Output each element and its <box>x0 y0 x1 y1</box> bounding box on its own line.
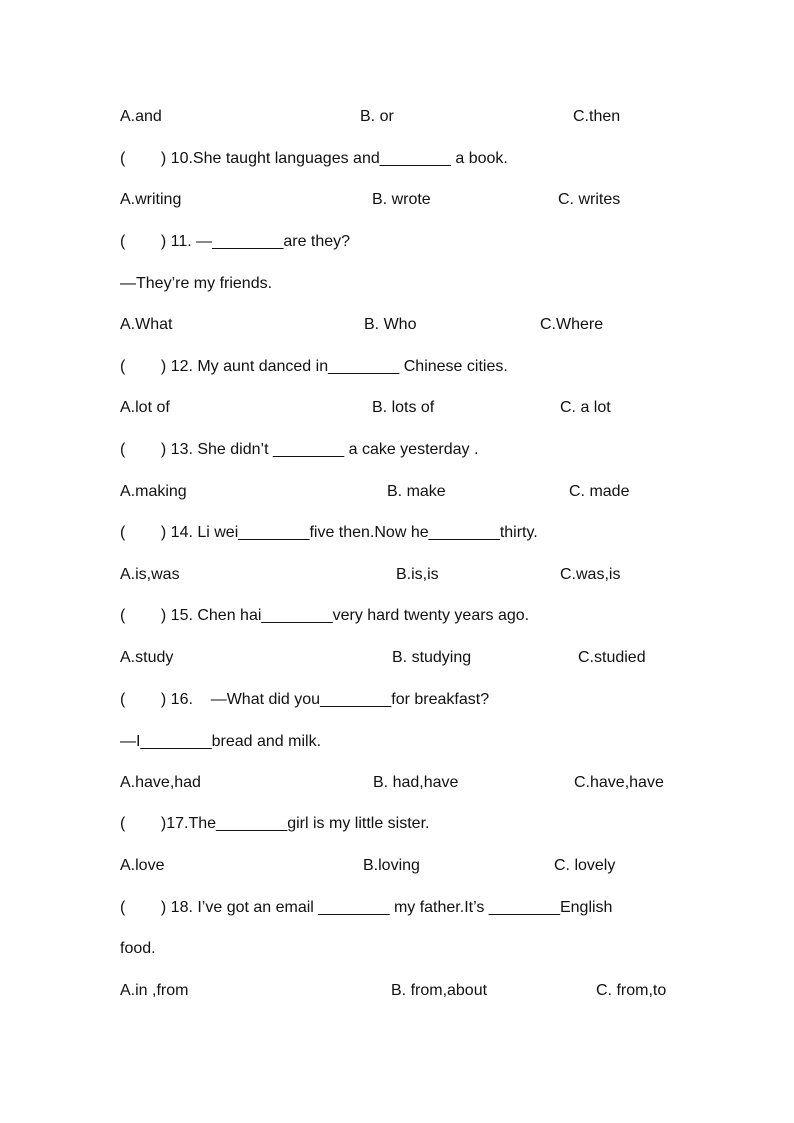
option-b-q16: B. had,have <box>373 774 459 791</box>
option-c-q13: C. made <box>569 483 630 500</box>
option-a-q13: A.making <box>120 483 187 500</box>
question-10: ( ) 10.She taught languages and________ a book. <box>120 150 508 167</box>
option-b-q14: B.is,is <box>396 566 439 583</box>
option-c-q9: C.then <box>573 108 621 125</box>
option-b-q18: B. from,about <box>391 982 488 999</box>
option-a-q9: A.and <box>120 108 162 125</box>
option-c-q11: C.Where <box>540 316 604 333</box>
answer-line-q11: —They’re my friends. <box>120 275 273 292</box>
question-12: ( ) 12. My aunt danced in________ Chinese cities. <box>120 358 508 375</box>
question-18-continuation: food. <box>120 940 156 957</box>
question-18: ( ) 18. I’ve got an email ________ my father.It’s ________English <box>120 899 613 916</box>
option-a-q10: A.writing <box>120 191 182 208</box>
option-c-q10: C. writes <box>558 191 621 208</box>
option-a-q16: A.have,had <box>120 774 201 791</box>
question-14: ( ) 14. Li wei________five then.Now he________thirty. <box>120 524 538 541</box>
answer-line-q16: —I________bread and milk. <box>120 733 322 750</box>
option-a-q15: A.study <box>120 649 174 666</box>
option-c-q15: C.studied <box>578 649 646 666</box>
option-a-q18: A.in ,from <box>120 982 189 999</box>
option-b-q17: B.loving <box>363 857 420 874</box>
option-a-q17: A.love <box>120 857 165 874</box>
question-13: ( ) 13. She didn’t ________ a cake yesterday . <box>120 441 479 458</box>
option-a-q11: A.What <box>120 316 173 333</box>
option-b-q15: B. studying <box>392 649 472 666</box>
option-b-q10: B. wrote <box>372 191 431 208</box>
option-b-q11: B. Who <box>364 316 417 333</box>
option-c-q14: C.was,is <box>560 566 621 583</box>
option-c-q16: C.have,have <box>574 774 664 791</box>
question-17: ( )17.The________girl is my little sister. <box>120 815 430 832</box>
option-a-q12: A.lot of <box>120 399 170 416</box>
question-16: ( ) 16. —What did you________for breakfast? <box>120 691 490 708</box>
option-b-q9: B. or <box>360 108 394 125</box>
question-15: ( ) 15. Chen hai________very hard twenty years ago. <box>120 607 530 624</box>
question-11: ( ) 11. —________are they? <box>120 233 351 250</box>
option-c-q18: C. from,to <box>596 982 667 999</box>
option-b-q12: B. lots of <box>372 399 435 416</box>
option-a-q14: A.is,was <box>120 566 180 583</box>
option-c-q17: C. lovely <box>554 857 616 874</box>
option-b-q13: B. make <box>387 483 446 500</box>
option-c-q12: C. a lot <box>560 399 611 416</box>
